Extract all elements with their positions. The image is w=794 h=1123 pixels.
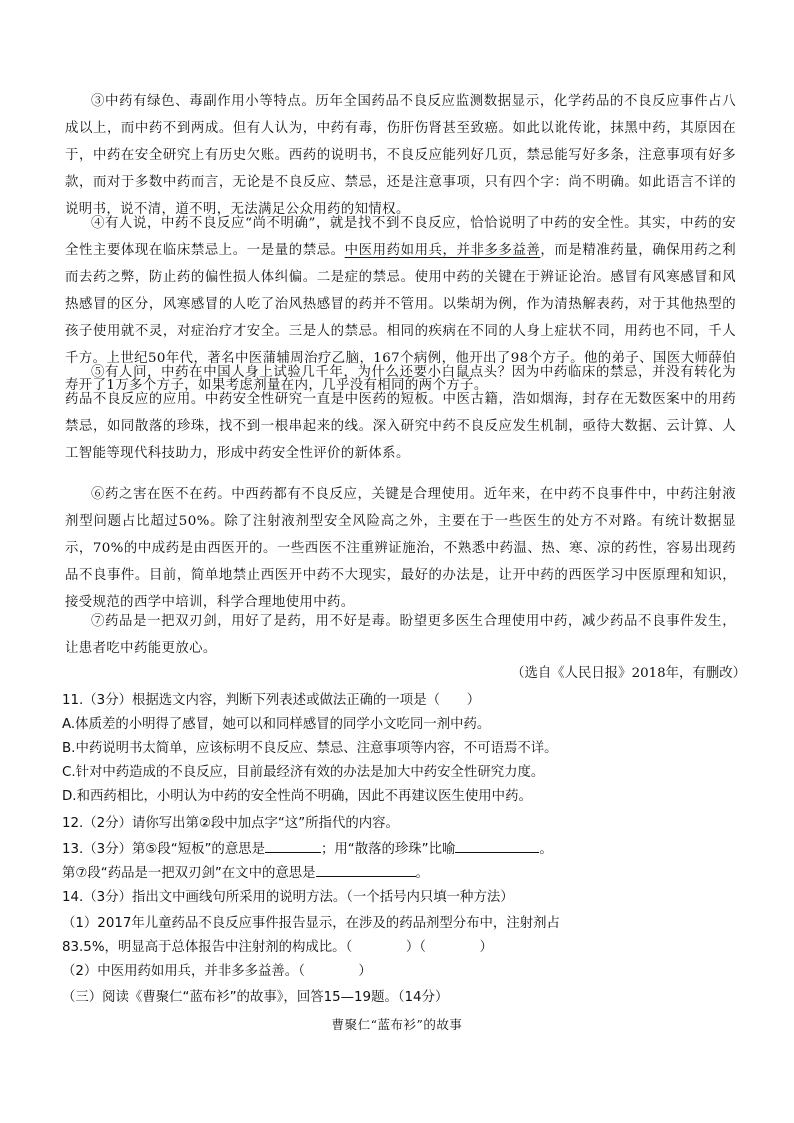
section-3-heading: （三）阅读《曹聚仁“蓝布衫”的故事》，回答15—19题。（14分） bbox=[62, 990, 449, 1005]
question-11: 11.（3分）根据选文内容，判断下列表述或做法正确的一项是（ ） bbox=[62, 693, 481, 708]
paragraph-4-text-after: ，而是精准药量，确保用药之利而去药之弊，防止药的偏性损人体纠偏。二是症的禁忌。使用中药的关键在于辨证论治。感冒有风寒感冒和风热感冒的区分，风寒感冒的人吃了治风热感冒的药并不管用。以柴胡为例，作为清热解表药，对于其他热型的孩子使用就不灵，对症治疗才安全。三是人的禁忌。相同的疾病在不同的人身上症状不同，用药也不同，千人千方。上世纪50年代，著名中医蒲辅周治疗乙脑，167个病例，他开出了98个方子。他的弟子、国医大师薛伯寿开了1万多个方子，如果考虑剂量在内，几乎没有相同的两个方子。 bbox=[65, 243, 736, 393]
q13-prompt-1: 13.（3分）第⑤段“短板”的意思是 bbox=[62, 842, 265, 857]
question-12: 12.（2分）请你写出第②段中加点字“这”所指代的内容。 bbox=[62, 816, 399, 831]
paragraph-5: ⑤有人问，中药在中国人身上试验几千年，为什么还要小白鼠点头？因为中药临床的禁忌，并没有转化为药品不良反应的应用。中药安全性研究一直是中医药的短板。中医古籍，浩如烟海，封存在无数医案中的用药禁忌，如同散落的珍珠，找不到一根串起来的线。深入研究中药不良反应发生机制，亟待大数据、云计算、人工智能等现代科技助力，形成中药安全性评价的新体系。 bbox=[65, 365, 736, 461]
answer-blank-1[interactable] bbox=[265, 838, 321, 853]
underlined-sentence: 中医用药如用兵，并非多多益善 bbox=[344, 243, 541, 258]
question-14-item-1b: 83.5%，明显高于总体报告中注射剂的构成比。（ ）（ ） bbox=[62, 940, 493, 955]
paragraph-4-text-before: ④有人说，中药不良反应“尚不明确”，就是找不到不良反应，恰恰说明了中药的安全性。其实，中药的安全性主要体现在临床禁忌上。一是量的禁忌。 bbox=[65, 216, 736, 258]
question-14: 14.（3分）指出文中画线句所采用的说明方法。（一个括号内只填一种方法） bbox=[62, 890, 514, 905]
answer-blank-2[interactable] bbox=[455, 838, 539, 853]
question-11-option-a: A.体质差的小明得了感冒，她可以和同样感冒的同学小文吃同一剂中药。 bbox=[62, 717, 491, 732]
source-citation: （选自《人民日报》2018年，有删改） bbox=[511, 666, 746, 681]
story-title: 曹聚仁“蓝布衫”的故事 bbox=[331, 1017, 463, 1032]
q13-prompt-5: 。 bbox=[415, 866, 429, 881]
question-11-option-c: C.针对中药造成的不良反应，目前最经济有效的办法是加大中药安全性研究力度。 bbox=[62, 765, 545, 780]
question-14-item-1a: （1）2017年儿童药品不良反应事件报告显示，在涉及的药品剂型分布中，注射剂占 bbox=[62, 916, 560, 931]
question-13-line-1 bbox=[62, 838, 742, 861]
question-13-line-2 bbox=[62, 862, 742, 885]
question-14-item-2: （2）中医用药如用兵，并非多多益善。（ ） bbox=[62, 964, 372, 979]
paragraph-6: ⑥药之害在医不在药。中西药都有不良反应，关键是合理使用。近年来，在中药不良事件中，中药注射液剂型问题占比超过50%。除了注射液剂型安全风险高之外，主要在于一些医生的处方不对路。有统计数据显示，70%的中成药是由西医开的。一些西医不注重辨证施治，不熟悉中药温、热、寒、凉的药性，容易出现药品不良事件。目前，简单地禁止西医开中药不大现实，最好的办法是，让开中药的西医学习中医原理和知识，接受规范的西学中培训，科学合理地使用中药。 bbox=[65, 487, 736, 610]
q13-prompt-4: 第⑦段“药品是一把双刃剑”在文中的意思是 bbox=[62, 866, 316, 881]
paragraph-7: ⑦药品是一把双刃剑，用好了是药，用不好是毒。盼望更多医生合理使用中药，减少药品不良事件发生，让患者吃中药能更放心。 bbox=[65, 614, 736, 656]
answer-blank-3[interactable] bbox=[316, 862, 416, 877]
q13-prompt-3: 。 bbox=[539, 842, 553, 857]
question-11-option-d: D.和西药相比，小明认为中药的安全性尚不明确，因此不再建议医生使用中药。 bbox=[62, 789, 532, 804]
question-11-option-b: B.中药说明书太简单，应该标明不良反应、禁忌、注意事项等内容，不可语焉不详。 bbox=[62, 741, 558, 756]
paragraph-3: ③中药有绿色、毒副作用小等特点。历年全国药品不良反应监测数据显示，化学药品的不良反应事件占八成以上，而中药不到两成。但有人认为，中药有毒，伤肝伤肾甚至致癌。如此以讹传讹，抹黑中药，其原因在于，中药在安全研究上有历史欠账。西药的说明书，不良反应能列好几页，禁忌能写好多条，注意事项有好多款，而对于多数中药而言，无论是不良反应、禁忌，还是注意事项，只有四个字：尚不明确。如此语言不详的说明书，说不清，道不明，无法满足公众用药的知情权。 bbox=[65, 94, 736, 217]
q13-prompt-2: ；用“散落的珍珠”比喻 bbox=[321, 842, 456, 857]
